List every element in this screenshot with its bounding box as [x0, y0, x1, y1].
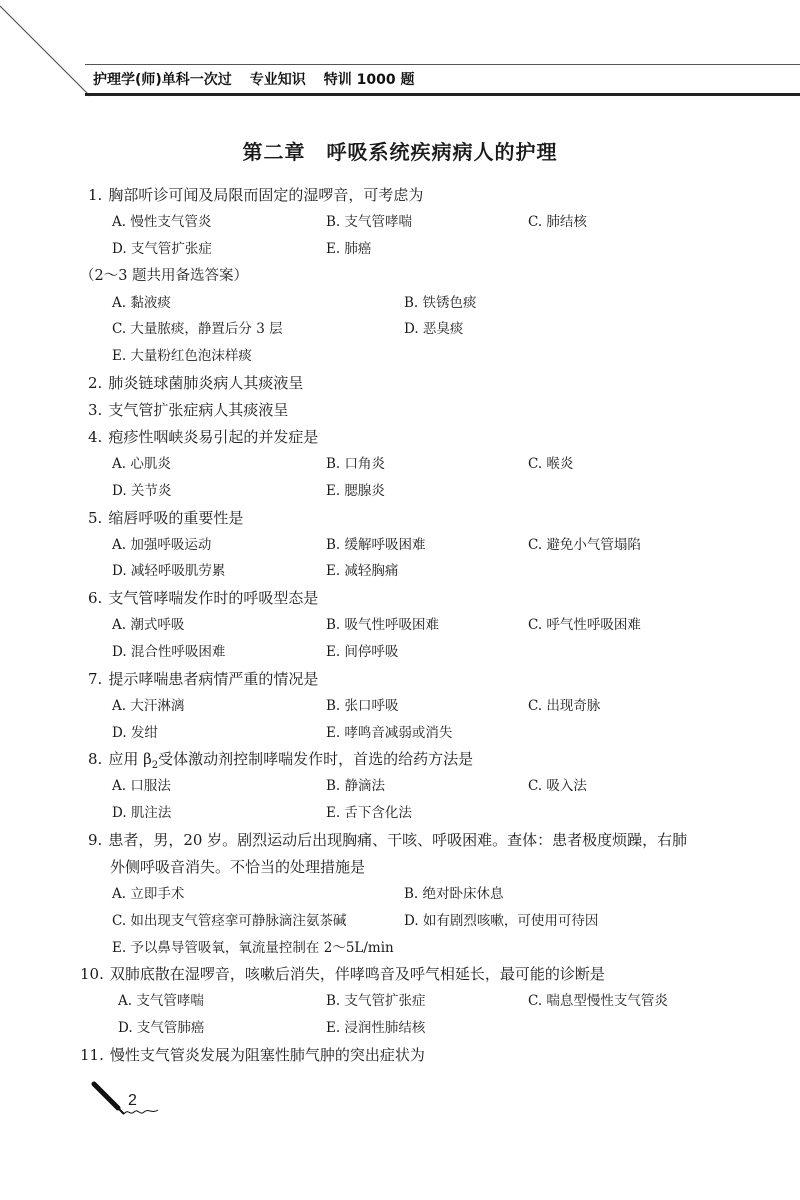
question-8 — [88, 746, 748, 773]
option-row — [88, 478, 748, 505]
option-d: D. 减轻呼吸肌劳累 — [112, 563, 226, 580]
option-row — [88, 532, 748, 559]
question-text-part-b: 受体激动剂控制哮喘发作时，首选的给药方法是 — [158, 750, 474, 769]
question-10 — [80, 961, 748, 988]
question-1 — [88, 182, 748, 209]
option-b: B. 支气管扩张症 — [326, 993, 426, 1010]
option-row — [88, 451, 748, 478]
question-9-continued — [88, 854, 748, 881]
option-b: B. 缓解呼吸困难 — [326, 536, 426, 553]
question-number: 11. — [80, 1045, 104, 1064]
option-a: A. 立即手术 — [112, 885, 185, 902]
question-number: 7. — [88, 669, 103, 688]
question-text: 慢性支气管炎发展为阻塞性肺气肿的突出症状为 — [109, 1045, 425, 1064]
option-b: B. 支气管哮喘 — [326, 214, 413, 230]
question-11 — [80, 1042, 748, 1069]
option-row — [88, 800, 748, 827]
question-number: 3. — [88, 400, 103, 419]
option-e: E. 大量粉红色泡沫样痰 — [112, 348, 252, 365]
question-9 — [88, 827, 748, 854]
option-row — [88, 290, 748, 317]
option-row — [88, 558, 748, 585]
option-e: E. 予以鼻导管吸氧，氧流量控制在 2～5L/min — [112, 939, 394, 956]
question-text: 提示哮喘患者病情严重的情况是 — [108, 669, 319, 688]
question-5 — [88, 505, 748, 532]
option-c: C. 避免小气管塌陷 — [528, 536, 641, 553]
option-row — [88, 693, 748, 720]
option-a: A. 口服法 — [112, 778, 171, 795]
option-c: C. 呼气性呼吸困难 — [528, 617, 641, 634]
question-text: 疱疹性咽峡炎易引起的并发症是 — [108, 427, 319, 446]
question-number: 6. — [88, 589, 103, 608]
option-row — [88, 773, 748, 800]
question-list — [80, 182, 748, 1069]
option-d: D. 支气管肺癌 — [118, 1020, 205, 1037]
question-6 — [88, 585, 748, 612]
question-text-part-a: 应用 β — [108, 750, 152, 769]
option-d: D. 如有剧烈咳嗽，可使用可待因 — [404, 912, 599, 929]
question-text: 肺炎链球菌肺炎病人其痰液呈 — [108, 373, 304, 392]
option-d: D. 恶臭痰 — [404, 321, 464, 338]
question-3 — [88, 397, 748, 424]
option-row — [88, 1015, 748, 1042]
option-b: B. 铁锈色痰 — [404, 294, 477, 311]
option-e: E. 浸润性肺结核 — [326, 1020, 426, 1037]
question-7 — [88, 666, 748, 693]
option-b: B. 口角炎 — [326, 455, 386, 472]
question-text: 外侧呼吸音消失。不恰当的处理措施是 — [110, 857, 366, 876]
header-series: 特训 1000 题 — [323, 72, 415, 88]
option-e: E. 哮鸣音减弱或消失 — [326, 724, 453, 741]
option-e: E. 舌下含化法 — [326, 805, 412, 822]
option-row — [88, 343, 748, 370]
option-e: E. 减轻胸痛 — [326, 563, 399, 580]
question-number: 1. — [88, 186, 103, 204]
question-4 — [88, 424, 748, 451]
option-b: B. 吸气性呼吸困难 — [326, 617, 440, 634]
option-e: E. 肺癌 — [326, 240, 372, 257]
question-text: 胸部听诊可闻及局限而固定的湿啰音，可考虑为 — [108, 186, 424, 204]
question-text: 缩唇呼吸的重要性是 — [108, 508, 244, 527]
option-c: C. 吸入法 — [528, 778, 587, 795]
option-c: C. 喘息型慢性支气管炎 — [528, 993, 668, 1010]
option-d: D. 关节炎 — [112, 482, 172, 499]
option-b: B. 张口呼吸 — [326, 697, 399, 714]
option-b: B. 静滴法 — [326, 778, 386, 795]
header-book-title: 护理学(师)单科一次过 — [93, 72, 232, 88]
shared-answer-note: （2～3 题共用备选答案） — [80, 267, 249, 284]
question-text: 支气管哮喘发作时的呼吸型态是 — [108, 589, 319, 608]
option-a: A. 黏液痰 — [112, 294, 171, 311]
option-row — [88, 988, 748, 1015]
option-a: A. 加强呼吸运动 — [112, 536, 212, 553]
running-header — [85, 64, 800, 96]
subscript-2: 2 — [151, 760, 159, 772]
question-number: 2. — [88, 373, 103, 392]
option-row — [88, 908, 748, 935]
question-number: 10. — [80, 965, 104, 984]
option-d: D. 混合性呼吸困难 — [112, 643, 226, 660]
option-row — [88, 316, 748, 343]
option-e: E. 间停呼吸 — [326, 643, 399, 660]
question-number: 9. — [88, 830, 103, 849]
option-c: C. 如出现支气管痉挛可静脉滴注氨茶碱 — [112, 912, 347, 929]
option-row — [88, 236, 748, 263]
option-row — [88, 720, 748, 747]
question-number: 5. — [88, 508, 103, 527]
chapter-title: 第二章 呼吸系统疾病病人的护理 — [242, 140, 558, 164]
page-number: 2 — [128, 1092, 137, 1109]
option-row — [88, 639, 748, 666]
option-a: A. 心肌炎 — [112, 455, 171, 472]
question-text: 支气管扩张症病人其痰液呈 — [108, 400, 289, 419]
option-row — [88, 612, 748, 639]
option-row — [88, 935, 748, 962]
option-d: D. 发绀 — [112, 724, 158, 741]
question-2 — [88, 370, 748, 397]
option-c: C. 肺结核 — [528, 214, 587, 230]
option-a: A. 慢性支气管炎 — [112, 214, 212, 230]
question-text: 患者，男，20 岁。剧烈运动后出现胸痛、干咳、呼吸困难。查体：患者极度烦躁，右肺 — [108, 830, 688, 849]
option-b: B. 绝对卧床休息 — [404, 885, 504, 902]
option-e: E. 腮腺炎 — [326, 482, 385, 499]
option-row — [88, 209, 748, 236]
question-number: 4. — [88, 427, 103, 446]
option-c: C. 出现奇脉 — [528, 697, 601, 714]
option-a: A. 大汗淋漓 — [112, 697, 185, 714]
header-subject: 专业知识 — [249, 72, 306, 88]
question-number: 8. — [88, 750, 103, 769]
question-text: 双肺底散在湿啰音，咳嗽后消失，伴哮鸣音及呼气相延长，最可能的诊断是 — [109, 965, 605, 984]
option-a: A. 潮式呼吸 — [112, 617, 185, 634]
option-a: A. 支气管哮喘 — [118, 993, 204, 1010]
option-row — [88, 881, 748, 908]
option-c: C. 喉炎 — [528, 455, 574, 472]
option-c: C. 大量脓痰，静置后分 3 层 — [112, 321, 283, 338]
option-d: D. 支气管扩张症 — [112, 240, 212, 257]
option-d: D. 肌注法 — [112, 805, 172, 822]
